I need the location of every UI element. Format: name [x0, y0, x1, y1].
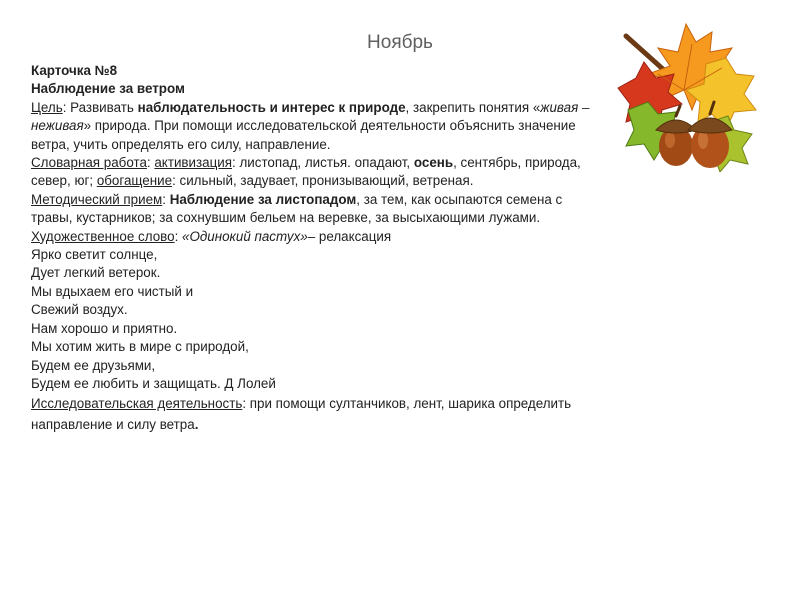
- card-content: [31, 62, 606, 435]
- research-label: Исследовательская деятельность: [31, 396, 243, 412]
- card-heading: Наблюдение за ветром: [31, 81, 185, 97]
- poem-line: Нам хорошо и приятно.: [31, 320, 178, 336]
- poem-line: Будем ее друзьями,: [31, 357, 156, 373]
- poem-line: Будем ее любить и защищать. Д Лолей: [31, 375, 276, 391]
- goal-sep: : Развивать: [62, 99, 138, 115]
- vocab-sep: :: [146, 155, 155, 171]
- artword-sep: :: [174, 228, 183, 244]
- research-paragraph: [31, 393, 606, 435]
- goal-bold: наблюдательность и интерес к природе: [137, 99, 406, 115]
- vocab-label: Словарная работа: [31, 155, 147, 171]
- artword-paragraph: [31, 228, 606, 246]
- method-sep: :: [162, 191, 170, 207]
- poem-line: Мы хотим жить в мире с природой,: [31, 339, 249, 355]
- page-title: Ноябрь: [367, 32, 433, 53]
- poem-line: Мы вдыхаем его чистый и: [31, 283, 194, 299]
- artword-label: Художественное слово: [31, 228, 175, 244]
- vocab-activation-label: активизация: [154, 155, 233, 171]
- vocab-paragraph: [31, 154, 606, 191]
- method-paragraph: [31, 191, 606, 228]
- poem-line: Дует легкий ветерок.: [31, 265, 161, 281]
- artword-italic: «Одинокий пастух»: [182, 228, 308, 244]
- goal-italic: живая – неживая: [31, 99, 590, 134]
- poem-line: Ярко светит солнце,: [31, 247, 158, 263]
- goal-text-2: » природа. При помощи исследовательской деятельности объяснить значение ветра, учить определять его силу, направление.: [31, 118, 576, 152]
- vocab-enrichment-label: обогащение: [96, 173, 173, 189]
- artword-text-1: – релаксация: [307, 228, 392, 244]
- goal-paragraph: [31, 99, 606, 154]
- goal-text-1: , закрепить понятия «: [405, 99, 541, 115]
- goal-label: Цель: [31, 99, 63, 115]
- method-text-1: , за тем, как осыпаются семена с травы, кустарников; за сохнувшим бельем на веревке, за высыхающими лужами.: [31, 191, 563, 226]
- research-text-1: : при помощи султанчиков, лент, шарика определить направление и силу ветра: [31, 396, 572, 433]
- method-label: Методический прием: [31, 191, 163, 207]
- vocab-text-1: : листопад, листья. опадают,: [232, 155, 414, 171]
- vocab-text-2: , сентябрь, природа, север, юг;: [31, 155, 581, 189]
- autumn-leaves-acorns-illustration: [614, 18, 760, 172]
- method-bold: Наблюдение за листопадом: [169, 191, 357, 207]
- research-end: .: [194, 417, 199, 433]
- poem-line: Свежий воздух.: [31, 302, 128, 318]
- vocab-text-3: : сильный, задувает, пронизывающий, ветреная.: [172, 173, 474, 189]
- card-number: Карточка №8: [31, 63, 118, 78]
- vocab-bold: осень: [413, 155, 454, 171]
